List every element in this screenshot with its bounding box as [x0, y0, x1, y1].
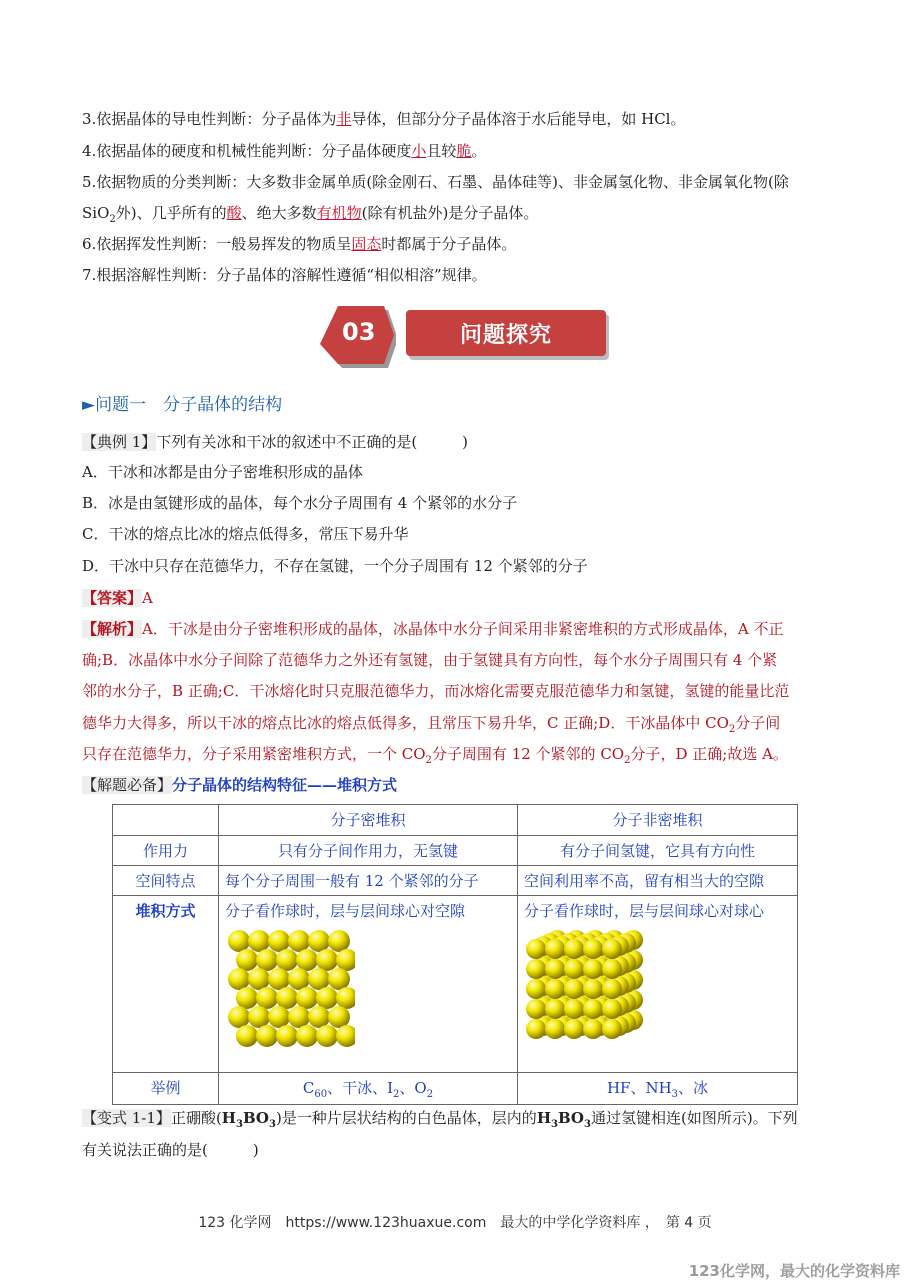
sphere	[545, 939, 565, 959]
rule-5-line-1: 5.依据物质的分类判断：大多数非金属单质(除金刚石、石墨、晶体硅等)、非金属氢化物、非金属氧化物(除	[82, 173, 789, 191]
answer: 【答案】A	[82, 589, 153, 607]
sphere	[256, 987, 278, 1009]
sphere	[583, 979, 603, 999]
sphere	[296, 949, 318, 971]
sphere	[328, 930, 350, 952]
sphere	[564, 939, 584, 959]
table-row: 举例 $C_{60}$、干冰、$I_2$、$O_2$ HF、$NH_3$、冰	[113, 1073, 798, 1105]
sphere	[276, 949, 298, 971]
sphere	[256, 949, 278, 971]
analysis-line-2: 确;B．冰晶体中水分子间除了范德华力之外还有氢键，由于氢键具有方向性，每个水分子周围只有 4 个紧	[82, 651, 778, 669]
sphere	[268, 930, 290, 952]
sphere	[602, 999, 622, 1019]
table-row: 空间特点 每个分子周围一般有 12 个紧邻的分子 空间利用率不高，留有相当大的空隙	[113, 866, 798, 896]
sphere	[526, 939, 546, 959]
sphere	[256, 1025, 278, 1047]
option-a: A．干冰和冰都是由分子密堆积形成的晶体	[82, 463, 363, 481]
sphere	[602, 1019, 622, 1039]
sphere	[336, 1025, 355, 1047]
sphere	[236, 987, 258, 1009]
table-row: 堆积方式 分子看作球时，层与层间球心对空隙 分子看作球时，层与层间球心对球心	[113, 896, 798, 1073]
watermark: 123化学网，最大的化学资料库	[688, 1262, 900, 1280]
simple-cubic-spheres-icon	[524, 927, 654, 1057]
table-row: 作用力 只有分子间作用力，无氢键 有分子间氢键，它具有方向性	[113, 836, 798, 866]
comparison-table	[112, 804, 798, 1105]
rule-3: 3.依据晶体的导电性判断：分子晶体为非导体，但部分分子晶体溶于水后能导电，如 HCl。	[82, 110, 686, 128]
variant-line-1: 【变式 1-1】正硼酸$(H_3BO_3)$是一种片层状结构的白色晶体，层内的$H_3BO_3$通过氢键相连(如图所示)。下列	[82, 1109, 798, 1130]
sphere	[336, 949, 355, 971]
dense-stacking-desc: 分子看作球时，层与层间球心对空隙	[225, 902, 466, 920]
sphere	[564, 959, 584, 979]
essential-heading: 【解题必备】分子晶体的结构特征——堆积方式	[82, 776, 398, 794]
variant-line-2: 有关说法正确的是( )	[82, 1141, 259, 1159]
option-d: D．干冰中只存在范德华力，不存在氢键，一个分子周围有 12 个紧邻的分子	[82, 557, 588, 575]
option-b: B．冰是由氢键形成的晶体，每个水分子周围有 4 个紧邻的水分子	[82, 494, 518, 512]
rule-6: 6.依据挥发性判断：一般易挥发的物质呈固态时都属于分子晶体。	[82, 235, 517, 253]
sphere	[276, 987, 298, 1009]
sphere	[545, 1019, 565, 1039]
sphere	[248, 1006, 270, 1028]
sphere	[308, 1006, 330, 1028]
sphere	[526, 1019, 546, 1039]
sphere	[602, 959, 622, 979]
section-title: 问题探究	[406, 310, 606, 356]
sphere	[328, 1006, 350, 1028]
sphere	[288, 930, 310, 952]
sphere	[526, 959, 546, 979]
example-stem: 【典例 1】下列有关冰和干冰的叙述中不正确的是( )	[82, 433, 469, 451]
analysis-line-5: 只存在范德华力，分子采用紧密堆积方式，一个 $CO_2$分子周围有 12 个紧邻的 $CO_2$分子，D 正确;故选 A。	[82, 745, 788, 766]
sphere	[268, 1006, 290, 1028]
sphere	[308, 930, 330, 952]
table-header-dense: 分子密堆积	[219, 805, 518, 836]
nondense-stacking-desc: 分子看作球时，层与层间球心对球心	[524, 902, 765, 920]
section-banner	[320, 306, 610, 368]
dense-packing-spheres-icon	[225, 927, 355, 1057]
analysis-line-1: 【解析】A．干冰是由分子密堆积形成的晶体，冰晶体中水分子间采用非紧密堆积的方式形成晶体，A 不正	[82, 620, 784, 638]
sphere	[545, 959, 565, 979]
sphere	[268, 968, 290, 990]
sphere	[583, 999, 603, 1019]
sphere	[564, 1019, 584, 1039]
rule-7: 7.根据溶解性判断：分子晶体的溶解性遵循“相似相溶”规律。	[82, 266, 487, 284]
sphere	[288, 1006, 310, 1028]
sphere	[564, 979, 584, 999]
sphere	[336, 987, 355, 1009]
sphere	[328, 968, 350, 990]
sphere	[248, 968, 270, 990]
sphere	[228, 1006, 250, 1028]
sphere	[583, 1019, 603, 1039]
sphere	[545, 999, 565, 1019]
table-row	[113, 805, 798, 836]
sphere	[316, 949, 338, 971]
section-number: 03	[342, 318, 376, 346]
sphere	[564, 999, 584, 1019]
analysis-line-4: 德华力大得多，所以干冰的熔点比冰的熔点低得多，且常压下易升华，C 正确;D．干冰晶体中 $CO_2$分子间	[82, 714, 781, 735]
sphere	[602, 979, 622, 999]
sphere	[296, 987, 318, 1009]
sphere	[276, 1025, 298, 1047]
rule-4: 4.依据晶体的硬度和机械性能判断：分子晶体硬度小且较脆。	[82, 142, 487, 160]
sphere	[308, 968, 330, 990]
sphere	[545, 979, 565, 999]
rule-5-line-2: SiO$_2$外)、几乎所有的酸、绝大多数有机物(除有机盐外)是分子晶体。	[82, 204, 539, 225]
sphere	[316, 1025, 338, 1047]
sphere	[602, 939, 622, 959]
option-c: C．干冰的熔点比冰的熔点低得多，常压下易升华	[82, 525, 409, 543]
sphere	[228, 930, 250, 952]
sphere	[288, 968, 310, 990]
page-footer: 123 化学网 https://www.123huaxue.com 最大的中学化学资料库 ， 第 4 页	[198, 1215, 712, 1231]
sphere	[248, 930, 270, 952]
sphere	[236, 949, 258, 971]
question-heading: ►问题一 分子晶体的结构	[82, 395, 283, 415]
sphere	[583, 939, 603, 959]
sphere	[236, 1025, 258, 1047]
sphere	[526, 999, 546, 1019]
table-header-nondense: 分子非密堆积	[518, 805, 798, 836]
analysis-line-3: 邻的水分子，B 正确;C．干冰熔化时只克服范德华力，而冰熔化需要克服范德华力和氢键，氢键的能量比范	[82, 682, 790, 700]
sphere	[296, 1025, 318, 1047]
sphere	[316, 987, 338, 1009]
sphere	[583, 959, 603, 979]
sphere	[526, 979, 546, 999]
sphere	[228, 968, 250, 990]
